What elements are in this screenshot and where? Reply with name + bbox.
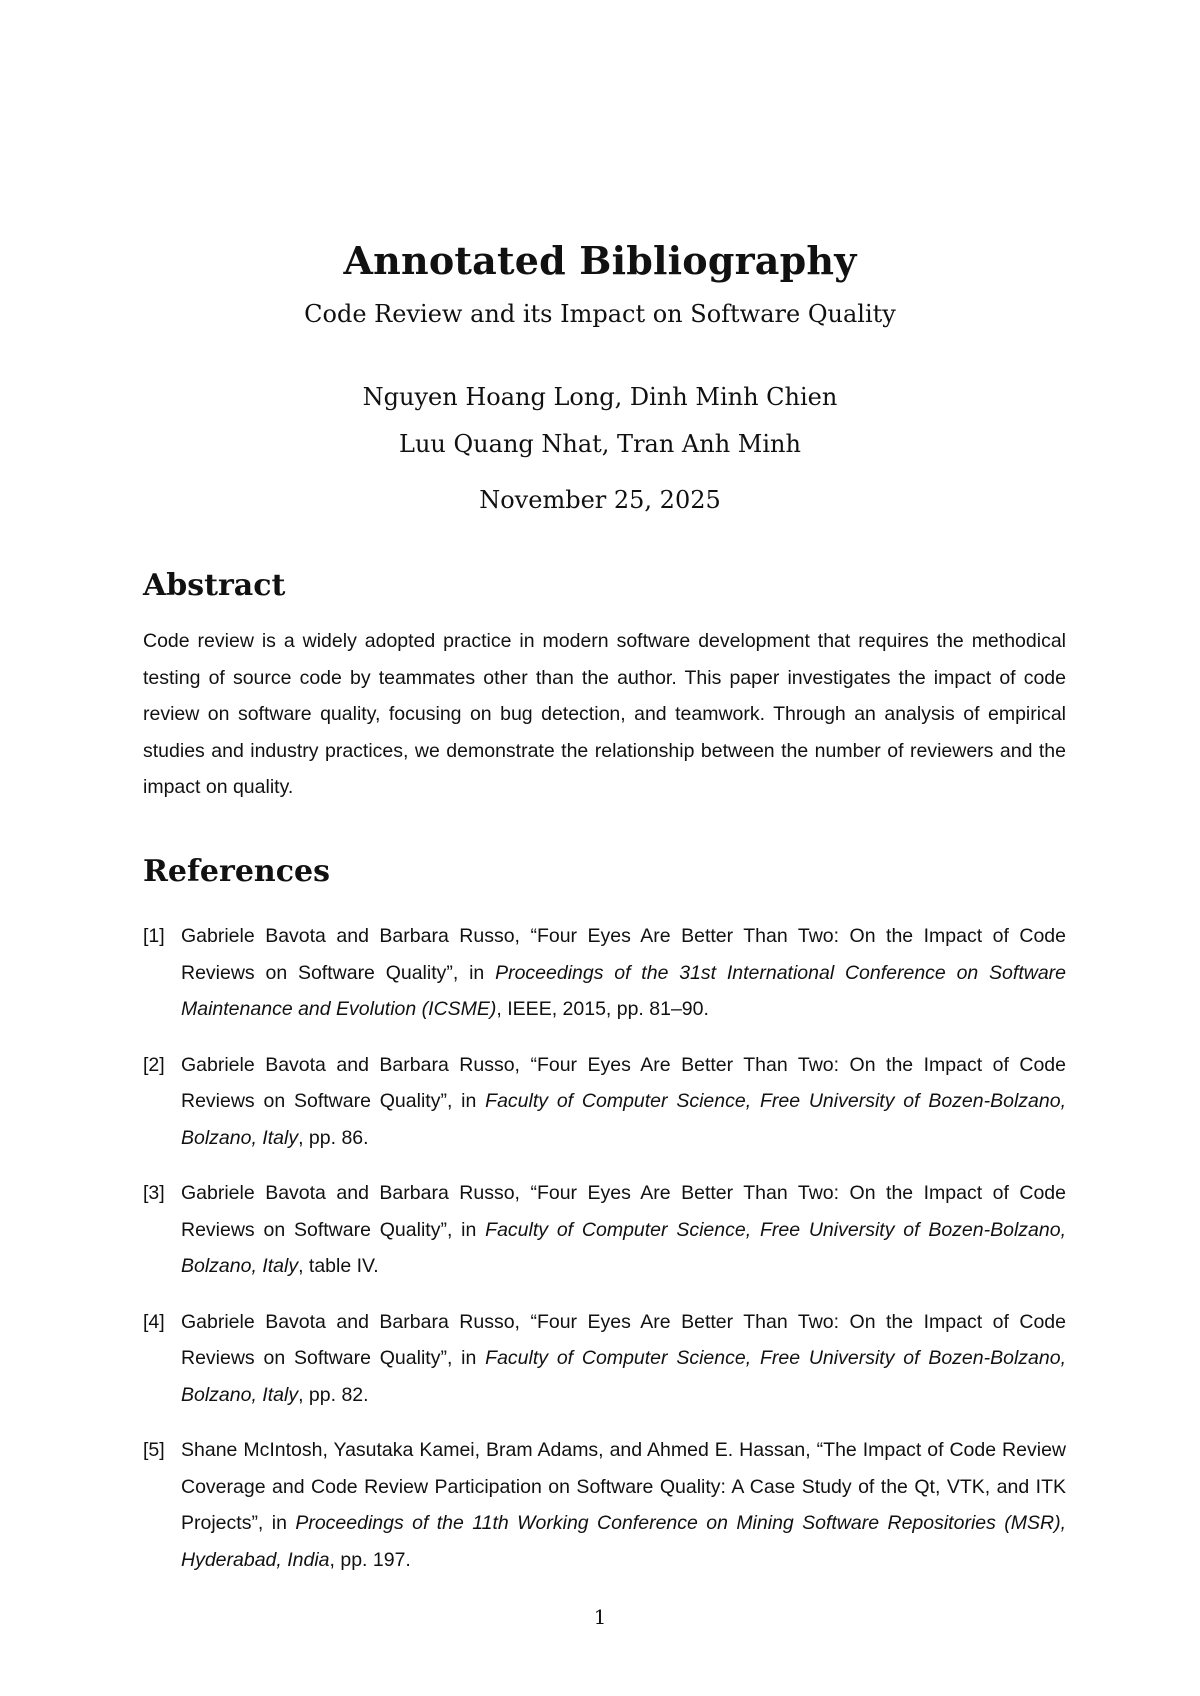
- reference-details: , table IV.: [298, 1255, 379, 1277]
- reference-authors-title: Gabriele Bavota and Barbara Russo, “Four Eyes Are Better Than Two: On the Impact of Code Reviews on Software Quality”, in: [181, 1310, 1066, 1369]
- document-title: Annotated Bibliography: [343, 238, 857, 283]
- reference-authors-title: Gabriele Bavota and Barbara Russo, “Four Eyes Are Better Than Two: On the Impact of Code Reviews on Software Quality”, in: [181, 1053, 1066, 1112]
- reference-venue: Proceedings of the 11th Working Conference on Mining Software Repositories (MSR), Hyderabad, India: [181, 1512, 1066, 1571]
- reference-details: , pp. 86.: [298, 1126, 369, 1149]
- reference-venue: Faculty of Computer Science, Free University of Bozen-Bolzano, Bolzano, Italy: [181, 1090, 1066, 1149]
- reference-authors-title: Gabriele Bavota and Barbara Russo, “Four Eyes Are Better Than Two: On the Impact of Code Reviews on Software Quality”, in: [181, 925, 1066, 984]
- reference-item: [143, 1047, 1066, 1157]
- page-number: 1: [593, 1605, 607, 1629]
- abstract-text: Code review is a widely adopted practice in modern software development that requires the methodical testing of source code by teammates other than the author. This paper investigates the impact of code review on software quality, focusing on bug detection, and teamwork. Through an analysis of empirical studies and industry practices, we demonstrate the relationship between the number of reviewers and the impact on quality.: [143, 630, 1066, 798]
- document-date: November 25, 2025: [479, 486, 721, 514]
- authors-line-1: Nguyen Hoang Long, Dinh Minh Chien: [362, 383, 838, 411]
- reference-venue: Faculty of Computer Science, Free University of Bozen-Bolzano, Bolzano, Italy: [181, 1218, 1066, 1277]
- reference-number: [3]: [143, 1182, 165, 1204]
- reference-number: [4]: [143, 1310, 165, 1333]
- reference-venue: Faculty of Computer Science, Free University of Bozen-Bolzano, Bolzano, Italy: [181, 1347, 1066, 1406]
- abstract-heading: Abstract: [143, 568, 286, 603]
- reference-item: [143, 1304, 1066, 1414]
- reference-item: [143, 1432, 1066, 1578]
- reference-details: , pp. 82.: [298, 1383, 369, 1406]
- author-list: [0, 374, 1200, 468]
- reference-venue: Proceedings of the 31st International Conference on Software Maintenance and Evolution (ICSME): [181, 961, 1066, 1020]
- reference-details: , IEEE, 2015, pp. 81–90.: [496, 998, 709, 1020]
- references-heading: References: [143, 854, 330, 889]
- reference-authors-title: Shane McIntosh, Yasutaka Kamei, Bram Adams, and Ahmed E. Hassan, “The Impact of Code Review Coverage and Code Review Participation on Software Quality: A Case Study of the Qt, VTK, and ITK Projects”, in: [181, 1439, 1066, 1534]
- reference-details: , pp. 197.: [329, 1548, 411, 1571]
- reference-list: [143, 918, 1066, 1597]
- document-subtitle: Code Review and its Impact on Software Quality: [304, 300, 896, 328]
- reference-item: [143, 1175, 1066, 1285]
- reference-authors-title: Gabriele Bavota and Barbara Russo, “Four Eyes Are Better Than Two: On the Impact of Code Reviews on Software Quality”, in: [181, 1182, 1066, 1241]
- authors-line-2: Luu Quang Nhat, Tran Anh Minh: [399, 430, 801, 458]
- reference-number: [1]: [143, 925, 165, 947]
- reference-item: [143, 918, 1066, 1028]
- reference-number: [5]: [143, 1439, 165, 1461]
- reference-number: [2]: [143, 1053, 165, 1076]
